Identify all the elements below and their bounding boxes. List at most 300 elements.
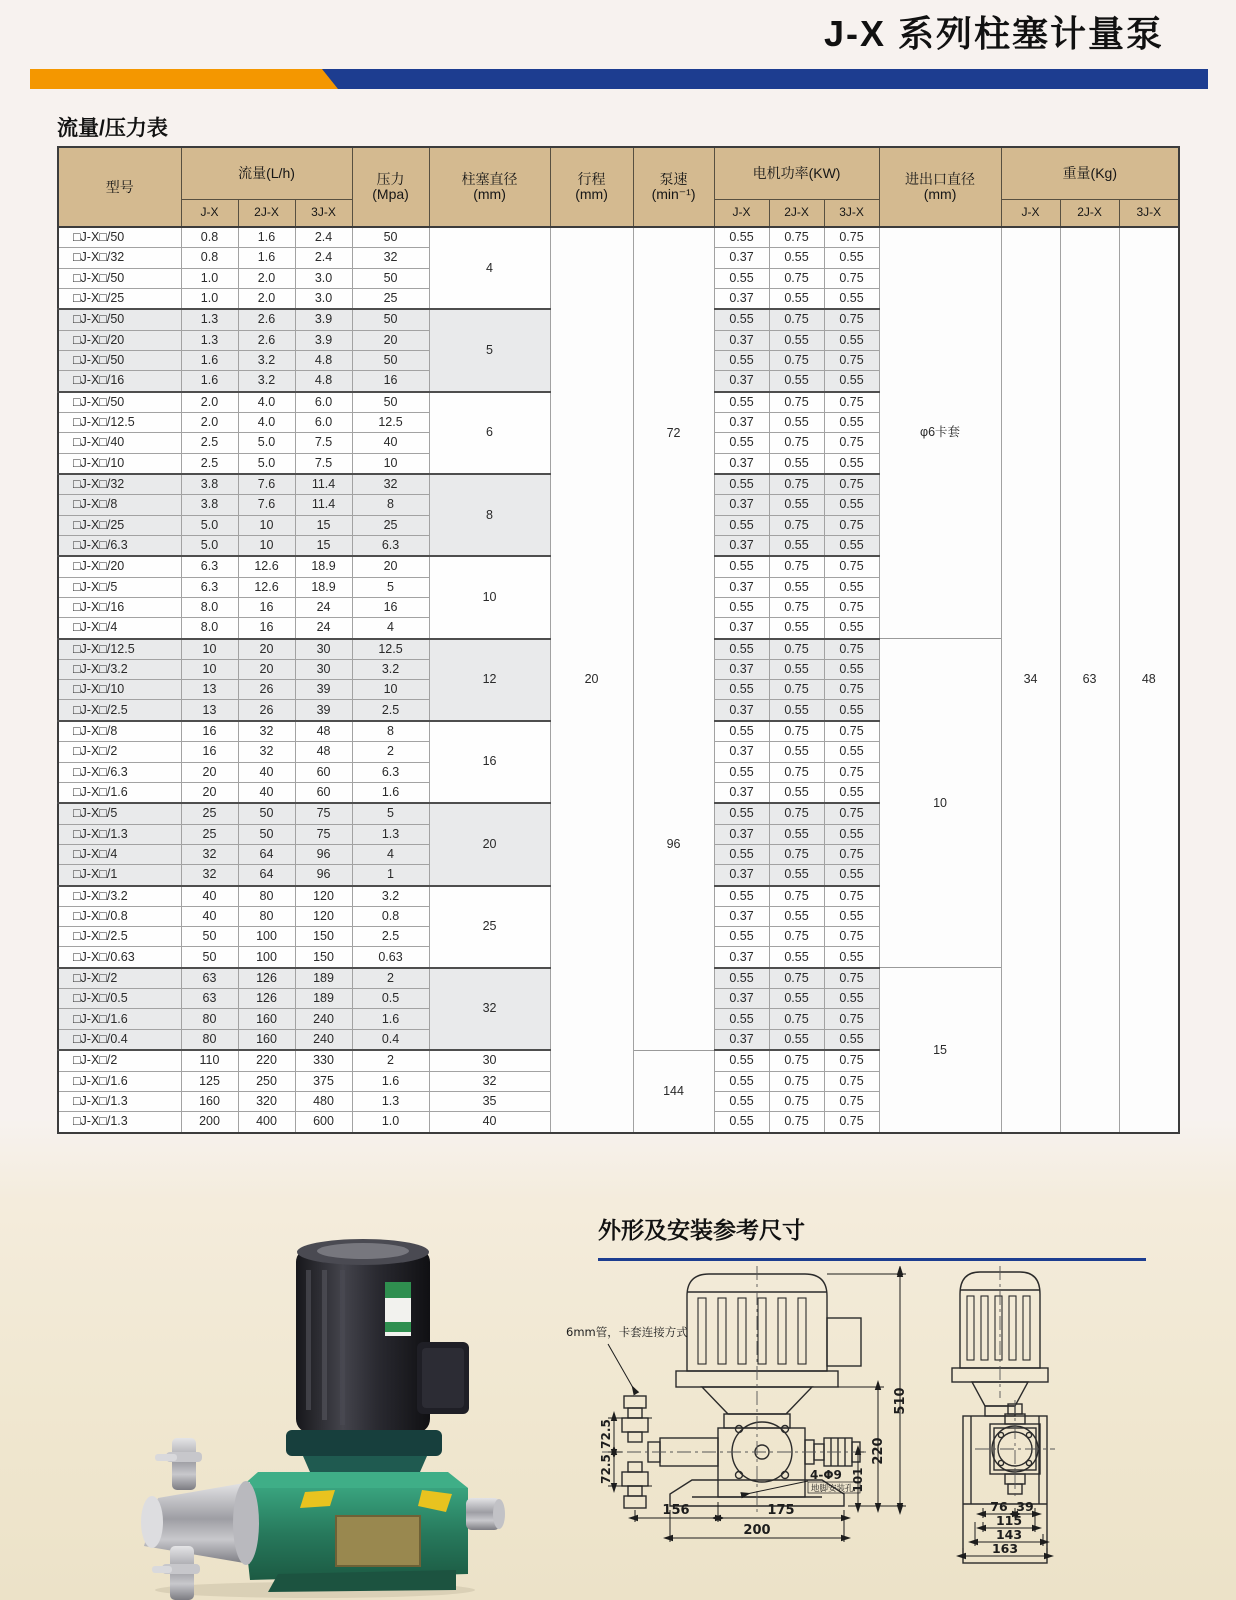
model-cell: □J-X□/2 bbox=[58, 1050, 181, 1071]
power-2jx-cell: 0.55 bbox=[769, 535, 824, 556]
power-3jx-cell: 0.75 bbox=[824, 392, 879, 413]
power-jx-cell: 0.37 bbox=[714, 248, 769, 268]
power-jx-cell: 0.55 bbox=[714, 433, 769, 453]
dim-510: 510 bbox=[893, 1387, 908, 1415]
power-3jx-cell: 0.75 bbox=[824, 639, 879, 660]
model-cell: □J-X□/3.2 bbox=[58, 886, 181, 907]
power-jx-cell: 0.55 bbox=[714, 968, 769, 989]
flow-2jx-cell: 1.6 bbox=[238, 227, 295, 248]
plunger-diameter-cell: 5 bbox=[429, 309, 550, 391]
model-cell: □J-X□/40 bbox=[58, 433, 181, 453]
pressure-cell: 4 bbox=[352, 844, 429, 864]
power-2jx-cell: 0.55 bbox=[769, 248, 824, 268]
pressure-cell: 16 bbox=[352, 597, 429, 617]
model-cell: □J-X□/16 bbox=[58, 371, 181, 392]
pressure-cell: 50 bbox=[352, 309, 429, 330]
pressure-cell: 50 bbox=[352, 227, 429, 248]
pressure-cell: 6.3 bbox=[352, 762, 429, 782]
model-cell: □J-X□/0.5 bbox=[58, 989, 181, 1009]
flow-2jx-cell: 100 bbox=[238, 927, 295, 947]
power-jx-cell: 0.37 bbox=[714, 413, 769, 433]
model-cell: □J-X□/6.3 bbox=[58, 762, 181, 782]
model-cell: □J-X□/1.6 bbox=[58, 782, 181, 803]
col-header-pressure bbox=[352, 147, 429, 227]
pump-speed-cell: 144 bbox=[633, 1050, 714, 1133]
model-cell: □J-X□/4 bbox=[58, 844, 181, 864]
power-3jx-cell: 0.55 bbox=[824, 906, 879, 926]
power-2jx-cell: 0.55 bbox=[769, 660, 824, 680]
pressure-cell: 50 bbox=[352, 268, 429, 288]
power-3jx-cell: 0.75 bbox=[824, 803, 879, 824]
pressure-cell: 5 bbox=[352, 803, 429, 824]
power-2jx-cell: 0.75 bbox=[769, 392, 824, 413]
pump-speed-cell: 72 bbox=[633, 227, 714, 639]
flow-jx-cell: 6.3 bbox=[181, 556, 238, 577]
dim-156: 156 bbox=[662, 1503, 690, 1518]
pressure-cell: 2.5 bbox=[352, 927, 429, 947]
power-jx-cell: 0.55 bbox=[714, 886, 769, 907]
flow-2jx-cell: 10 bbox=[238, 515, 295, 535]
power-2jx-cell: 0.75 bbox=[769, 433, 824, 453]
power-jx-cell: 0.55 bbox=[714, 556, 769, 577]
flow-2jx-cell: 2.0 bbox=[238, 288, 295, 309]
power-3jx-cell: 0.55 bbox=[824, 865, 879, 886]
flow-2jx-cell: 7.6 bbox=[238, 495, 295, 515]
power-3jx-cell: 0.75 bbox=[824, 597, 879, 617]
dim-76: 76 bbox=[990, 1499, 1008, 1514]
flow-jx-cell: 8.0 bbox=[181, 597, 238, 617]
power-3jx-cell: 0.75 bbox=[824, 350, 879, 370]
flow-jx-cell: 2.5 bbox=[181, 453, 238, 474]
power-3jx-cell: 0.55 bbox=[824, 947, 879, 968]
flow-3jx-cell: 600 bbox=[295, 1112, 352, 1134]
pressure-cell: 20 bbox=[352, 330, 429, 350]
flow-3jx-cell: 4.8 bbox=[295, 371, 352, 392]
flow-jx-cell: 40 bbox=[181, 906, 238, 926]
stroke-label: 行程 bbox=[577, 171, 606, 188]
model-cell: □J-X□/0.8 bbox=[58, 906, 181, 926]
col-header-model: 型号 bbox=[58, 147, 181, 227]
power-2jx-cell: 0.75 bbox=[769, 268, 824, 288]
pressure-cell: 1.3 bbox=[352, 824, 429, 844]
flow-2jx-cell: 40 bbox=[238, 782, 295, 803]
flow-2jx-cell: 4.0 bbox=[238, 413, 295, 433]
power-jx-cell: 0.55 bbox=[714, 1071, 769, 1091]
flow-2jx-cell: 100 bbox=[238, 947, 295, 968]
flow-3jx-cell: 39 bbox=[295, 700, 352, 721]
dim-72-5-bottom: 72.5 bbox=[599, 1454, 613, 1484]
flow-3jx-cell: 48 bbox=[295, 721, 352, 742]
flow-3jx-cell: 60 bbox=[295, 782, 352, 803]
side-view-drawing bbox=[915, 1266, 1165, 1576]
port-unit: (mm) bbox=[923, 186, 957, 202]
power-2jx-cell: 0.75 bbox=[769, 844, 824, 864]
flow-3jx-cell: 3.9 bbox=[295, 330, 352, 350]
model-cell: □J-X□/4 bbox=[58, 618, 181, 639]
flow-2jx-cell: 4.0 bbox=[238, 392, 295, 413]
flow-2jx-cell: 2.6 bbox=[238, 309, 295, 330]
power-3jx-cell: 0.75 bbox=[824, 433, 879, 453]
power-2jx-cell: 0.75 bbox=[769, 1050, 824, 1071]
power-2jx-cell: 0.75 bbox=[769, 515, 824, 535]
power-3jx-cell: 0.55 bbox=[824, 824, 879, 844]
pressure-cell: 0.4 bbox=[352, 1029, 429, 1050]
dim-72-5-top: 72.5 bbox=[599, 1419, 613, 1449]
model-cell: □J-X□/1.6 bbox=[58, 1071, 181, 1091]
flow-2jx-cell: 3.2 bbox=[238, 350, 295, 370]
power-jx-cell: 0.37 bbox=[714, 618, 769, 639]
table-body bbox=[58, 227, 1179, 1133]
flow-3jx-cell: 2.4 bbox=[295, 227, 352, 248]
power-2jx-cell: 0.75 bbox=[769, 350, 824, 370]
flow-jx-cell: 1.6 bbox=[181, 371, 238, 392]
flow-3jx-cell: 18.9 bbox=[295, 556, 352, 577]
flow-2jx-cell: 32 bbox=[238, 721, 295, 742]
model-cell: □J-X□/25 bbox=[58, 515, 181, 535]
flow-jx-cell: 63 bbox=[181, 968, 238, 989]
flow-2jx-cell: 26 bbox=[238, 700, 295, 721]
power-jx-cell: 0.37 bbox=[714, 371, 769, 392]
flow-jx-cell: 8.0 bbox=[181, 618, 238, 639]
flow-3jx-cell: 11.4 bbox=[295, 474, 352, 495]
weight-jx-cell: 34 bbox=[1001, 227, 1060, 1133]
power-jx-cell: 0.37 bbox=[714, 1029, 769, 1050]
power-jx-cell: 0.55 bbox=[714, 927, 769, 947]
power-3jx-cell: 0.75 bbox=[824, 886, 879, 907]
flow-2jx-cell: 400 bbox=[238, 1112, 295, 1134]
power-3jx-cell: 0.75 bbox=[824, 680, 879, 700]
plunger-diameter-cell: 30 bbox=[429, 1050, 550, 1071]
flow-jx-cell: 200 bbox=[181, 1112, 238, 1134]
sub-header-power-jx: J-X bbox=[714, 199, 769, 227]
flow-2jx-cell: 320 bbox=[238, 1091, 295, 1111]
power-2jx-cell: 0.55 bbox=[769, 453, 824, 474]
flow-3jx-cell: 2.4 bbox=[295, 248, 352, 268]
pressure-cell: 10 bbox=[352, 680, 429, 700]
flow-jx-cell: 1.3 bbox=[181, 309, 238, 330]
flow-3jx-cell: 24 bbox=[295, 597, 352, 617]
flow-3jx-cell: 480 bbox=[295, 1091, 352, 1111]
flow-2jx-cell: 32 bbox=[238, 742, 295, 762]
weight-3jx-cell: 48 bbox=[1119, 227, 1179, 1133]
plunger-diameter-cell: 32 bbox=[429, 968, 550, 1050]
power-jx-cell: 0.55 bbox=[714, 721, 769, 742]
pump-speed-cell: 96 bbox=[633, 639, 714, 1051]
model-cell: □J-X□/32 bbox=[58, 248, 181, 268]
power-2jx-cell: 0.75 bbox=[769, 639, 824, 660]
power-jx-cell: 0.55 bbox=[714, 844, 769, 864]
flow-2jx-cell: 2.0 bbox=[238, 268, 295, 288]
plunger-diameter-cell: 4 bbox=[429, 227, 550, 309]
flow-jx-cell: 5.0 bbox=[181, 535, 238, 556]
power-2jx-cell: 0.55 bbox=[769, 495, 824, 515]
power-2jx-cell: 0.55 bbox=[769, 989, 824, 1009]
power-jx-cell: 0.37 bbox=[714, 577, 769, 597]
plunger-diameter-cell: 16 bbox=[429, 721, 550, 803]
pressure-cell: 1 bbox=[352, 865, 429, 886]
model-cell: □J-X□/0.63 bbox=[58, 947, 181, 968]
port-label: 进出口直径 bbox=[905, 171, 976, 188]
flow-jx-cell: 0.8 bbox=[181, 227, 238, 248]
dimensions-section-title: 外形及安装参考尺寸 bbox=[598, 1217, 805, 1243]
power-3jx-cell: 0.75 bbox=[824, 474, 879, 495]
power-2jx-cell: 0.75 bbox=[769, 1009, 824, 1029]
model-cell: □J-X□/20 bbox=[58, 556, 181, 577]
pressure-cell: 5 bbox=[352, 577, 429, 597]
flow-jx-cell: 80 bbox=[181, 1009, 238, 1029]
col-header-port-diameter bbox=[879, 147, 1001, 227]
power-jx-cell: 0.55 bbox=[714, 1009, 769, 1029]
flow-3jx-cell: 7.5 bbox=[295, 433, 352, 453]
sub-header-power-2jx: 2J-X bbox=[769, 199, 824, 227]
weight-2jx-cell: 63 bbox=[1060, 227, 1119, 1133]
flow-jx-cell: 20 bbox=[181, 782, 238, 803]
flow-jx-cell: 32 bbox=[181, 844, 238, 864]
flow-3jx-cell: 11.4 bbox=[295, 495, 352, 515]
power-2jx-cell: 0.55 bbox=[769, 700, 824, 721]
power-3jx-cell: 0.75 bbox=[824, 844, 879, 864]
dim-200: 200 bbox=[743, 1523, 771, 1538]
power-jx-cell: 0.37 bbox=[714, 288, 769, 309]
power-3jx-cell: 0.75 bbox=[824, 1050, 879, 1071]
power-jx-cell: 0.37 bbox=[714, 782, 769, 803]
flow-3jx-cell: 3.0 bbox=[295, 288, 352, 309]
col-header-weight: 重量(Kg) bbox=[1001, 147, 1179, 199]
flow-2jx-cell: 50 bbox=[238, 824, 295, 844]
power-3jx-cell: 0.55 bbox=[824, 782, 879, 803]
pressure-cell: 2 bbox=[352, 1050, 429, 1071]
power-3jx-cell: 0.75 bbox=[824, 556, 879, 577]
power-3jx-cell: 0.75 bbox=[824, 227, 879, 248]
speed-label: 泵速 bbox=[659, 171, 688, 188]
col-header-motor-power: 电机功率(KW) bbox=[714, 147, 879, 199]
power-jx-cell: 0.55 bbox=[714, 1050, 769, 1071]
power-jx-cell: 0.37 bbox=[714, 906, 769, 926]
power-2jx-cell: 0.75 bbox=[769, 721, 824, 742]
power-jx-cell: 0.37 bbox=[714, 742, 769, 762]
flow-3jx-cell: 240 bbox=[295, 1009, 352, 1029]
sub-header-flow-jx: J-X bbox=[181, 199, 238, 227]
plunger-diameter-cell: 25 bbox=[429, 886, 550, 968]
power-2jx-cell: 0.55 bbox=[769, 906, 824, 926]
model-cell: □J-X□/2 bbox=[58, 742, 181, 762]
model-cell: □J-X□/50 bbox=[58, 392, 181, 413]
power-jx-cell: 0.55 bbox=[714, 392, 769, 413]
plunger-diameter-cell: 10 bbox=[429, 556, 550, 638]
power-jx-cell: 0.37 bbox=[714, 824, 769, 844]
power-3jx-cell: 0.75 bbox=[824, 927, 879, 947]
pressure-cell: 1.6 bbox=[352, 1009, 429, 1029]
model-cell: □J-X□/1.3 bbox=[58, 1112, 181, 1134]
model-cell: □J-X□/50 bbox=[58, 350, 181, 370]
pressure-unit: (Mpa) bbox=[372, 186, 409, 202]
power-3jx-cell: 0.55 bbox=[824, 330, 879, 350]
pressure-cell: 4 bbox=[352, 618, 429, 639]
flow-2jx-cell: 80 bbox=[238, 906, 295, 926]
power-2jx-cell: 0.75 bbox=[769, 556, 824, 577]
pressure-cell: 3.2 bbox=[352, 660, 429, 680]
port-diameter-cell: 10 bbox=[879, 639, 1001, 968]
flow-jx-cell: 16 bbox=[181, 742, 238, 762]
flow-2jx-cell: 160 bbox=[238, 1029, 295, 1050]
flow-2jx-cell: 10 bbox=[238, 535, 295, 556]
flow-2jx-cell: 2.6 bbox=[238, 330, 295, 350]
flow-3jx-cell: 48 bbox=[295, 742, 352, 762]
flow-2jx-cell: 40 bbox=[238, 762, 295, 782]
flow-jx-cell: 10 bbox=[181, 639, 238, 660]
model-cell: □J-X□/6.3 bbox=[58, 535, 181, 556]
flow-jx-cell: 2.0 bbox=[181, 392, 238, 413]
flow-3jx-cell: 96 bbox=[295, 844, 352, 864]
power-jx-cell: 0.55 bbox=[714, 1112, 769, 1134]
flow-3jx-cell: 6.0 bbox=[295, 413, 352, 433]
power-3jx-cell: 0.55 bbox=[824, 453, 879, 474]
plunger-diameter-cell: 40 bbox=[429, 1112, 550, 1134]
flow-3jx-cell: 15 bbox=[295, 535, 352, 556]
power-2jx-cell: 0.75 bbox=[769, 803, 824, 824]
power-3jx-cell: 0.75 bbox=[824, 968, 879, 989]
anchor-holes-label: 4-Φ9 bbox=[810, 1468, 842, 1482]
col-header-flow: 流量(L/h) bbox=[181, 147, 352, 199]
flow-3jx-cell: 96 bbox=[295, 865, 352, 886]
flow-2jx-cell: 26 bbox=[238, 680, 295, 700]
power-3jx-cell: 0.55 bbox=[824, 288, 879, 309]
table-row bbox=[58, 227, 1179, 248]
flow-2jx-cell: 5.0 bbox=[238, 433, 295, 453]
pressure-cell: 8 bbox=[352, 495, 429, 515]
power-2jx-cell: 0.75 bbox=[769, 927, 824, 947]
flow-pressure-table-title: 流量/压力表 bbox=[57, 117, 168, 140]
pressure-cell: 1.6 bbox=[352, 782, 429, 803]
flow-2jx-cell: 126 bbox=[238, 989, 295, 1009]
flow-3jx-cell: 150 bbox=[295, 947, 352, 968]
flow-2jx-cell: 16 bbox=[238, 618, 295, 639]
flow-2jx-cell: 250 bbox=[238, 1071, 295, 1091]
model-cell: □J-X□/1 bbox=[58, 865, 181, 886]
power-jx-cell: 0.37 bbox=[714, 535, 769, 556]
power-3jx-cell: 0.55 bbox=[824, 535, 879, 556]
dim-39: 39 bbox=[1016, 1499, 1034, 1514]
flow-2jx-cell: 50 bbox=[238, 803, 295, 824]
flow-2jx-cell: 20 bbox=[238, 639, 295, 660]
anchor-holes-note: 地脚安装孔 bbox=[811, 1484, 854, 1494]
flow-jx-cell: 1.3 bbox=[181, 330, 238, 350]
model-cell: □J-X□/32 bbox=[58, 474, 181, 495]
pressure-cell: 50 bbox=[352, 392, 429, 413]
flow-jx-cell: 32 bbox=[181, 865, 238, 886]
dim-143: 143 bbox=[995, 1527, 1023, 1542]
power-3jx-cell: 0.75 bbox=[824, 762, 879, 782]
power-3jx-cell: 0.75 bbox=[824, 1071, 879, 1091]
flow-2jx-cell: 220 bbox=[238, 1050, 295, 1071]
flow-3jx-cell: 3.9 bbox=[295, 309, 352, 330]
model-cell: □J-X□/50 bbox=[58, 268, 181, 288]
flow-2jx-cell: 1.6 bbox=[238, 248, 295, 268]
flow-jx-cell: 3.8 bbox=[181, 495, 238, 515]
power-jx-cell: 0.55 bbox=[714, 1091, 769, 1111]
flow-jx-cell: 125 bbox=[181, 1071, 238, 1091]
power-3jx-cell: 0.75 bbox=[824, 1091, 879, 1111]
pressure-cell: 32 bbox=[352, 474, 429, 495]
power-3jx-cell: 0.55 bbox=[824, 1029, 879, 1050]
pressure-cell: 0.8 bbox=[352, 906, 429, 926]
pump-photo bbox=[100, 1230, 510, 1600]
port-diameter-cell: φ6卡套 bbox=[879, 227, 1001, 639]
model-cell: □J-X□/2.5 bbox=[58, 927, 181, 947]
pressure-cell: 3.2 bbox=[352, 886, 429, 907]
power-jx-cell: 0.55 bbox=[714, 803, 769, 824]
plunger-diameter-cell: 32 bbox=[429, 1071, 550, 1091]
flow-3jx-cell: 120 bbox=[295, 886, 352, 907]
plunger-diameter-cell: 6 bbox=[429, 392, 550, 474]
pressure-cell: 2 bbox=[352, 742, 429, 762]
flow-pressure-table bbox=[57, 146, 1180, 1134]
flow-jx-cell: 13 bbox=[181, 700, 238, 721]
flow-3jx-cell: 4.8 bbox=[295, 350, 352, 370]
model-cell: □J-X□/1.6 bbox=[58, 1009, 181, 1029]
flow-jx-cell: 20 bbox=[181, 762, 238, 782]
model-cell: □J-X□/1.3 bbox=[58, 824, 181, 844]
pressure-cell: 40 bbox=[352, 433, 429, 453]
sub-header-power-3jx: 3J-X bbox=[824, 199, 879, 227]
flow-2jx-cell: 160 bbox=[238, 1009, 295, 1029]
flow-3jx-cell: 189 bbox=[295, 968, 352, 989]
plunger-diameter-cell: 12 bbox=[429, 639, 550, 721]
model-cell: □J-X□/2 bbox=[58, 968, 181, 989]
pipe-note-label: 6mm管，卡套连接方式 bbox=[566, 1325, 688, 1339]
pressure-cell: 25 bbox=[352, 515, 429, 535]
flow-2jx-cell: 7.6 bbox=[238, 474, 295, 495]
power-3jx-cell: 0.55 bbox=[824, 413, 879, 433]
plunger-diameter-cell: 20 bbox=[429, 803, 550, 885]
pressure-cell: 1.6 bbox=[352, 1071, 429, 1091]
flow-jx-cell: 40 bbox=[181, 886, 238, 907]
flow-2jx-cell: 5.0 bbox=[238, 453, 295, 474]
flow-3jx-cell: 30 bbox=[295, 639, 352, 660]
power-2jx-cell: 0.55 bbox=[769, 782, 824, 803]
sub-header-flow-2jx: 2J-X bbox=[238, 199, 295, 227]
page-title: J-X 系列柱塞计量泵 bbox=[823, 13, 1164, 54]
power-2jx-cell: 0.75 bbox=[769, 474, 824, 495]
flow-3jx-cell: 18.9 bbox=[295, 577, 352, 597]
model-cell: □J-X□/8 bbox=[58, 495, 181, 515]
flow-jx-cell: 63 bbox=[181, 989, 238, 1009]
flow-2jx-cell: 3.2 bbox=[238, 371, 295, 392]
pressure-cell: 12.5 bbox=[352, 413, 429, 433]
flow-2jx-cell: 64 bbox=[238, 865, 295, 886]
model-cell: □J-X□/1.3 bbox=[58, 1091, 181, 1111]
power-2jx-cell: 0.55 bbox=[769, 371, 824, 392]
flow-jx-cell: 1.0 bbox=[181, 268, 238, 288]
power-jx-cell: 0.37 bbox=[714, 453, 769, 474]
sub-header-weight-jx: J-X bbox=[1001, 199, 1060, 227]
flow-jx-cell: 160 bbox=[181, 1091, 238, 1111]
flow-3jx-cell: 75 bbox=[295, 824, 352, 844]
model-cell: □J-X□/50 bbox=[58, 309, 181, 330]
model-cell: □J-X□/0.4 bbox=[58, 1029, 181, 1050]
model-cell: □J-X□/20 bbox=[58, 330, 181, 350]
flow-jx-cell: 6.3 bbox=[181, 577, 238, 597]
flow-jx-cell: 2.5 bbox=[181, 433, 238, 453]
model-cell: □J-X□/16 bbox=[58, 597, 181, 617]
stroke-unit: (mm) bbox=[575, 186, 608, 202]
flow-3jx-cell: 120 bbox=[295, 906, 352, 926]
power-3jx-cell: 0.55 bbox=[824, 989, 879, 1009]
plunger-diameter-cell: 35 bbox=[429, 1091, 550, 1111]
power-jx-cell: 0.55 bbox=[714, 350, 769, 370]
power-2jx-cell: 0.55 bbox=[769, 742, 824, 762]
power-3jx-cell: 0.75 bbox=[824, 309, 879, 330]
